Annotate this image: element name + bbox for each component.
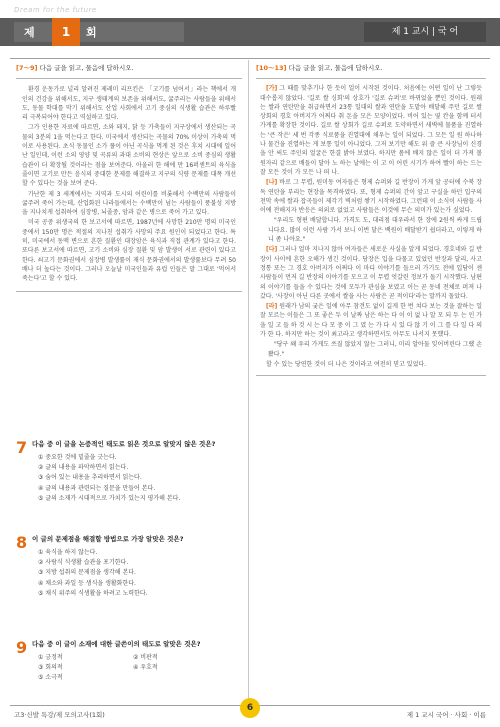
option-item[interactable]: ② 글의 내용을 파악하면서 읽는다.: [38, 464, 129, 472]
option-item[interactable]: ⑤ 글의 소재가 시대적으로 가치가 있는지 평가해 본다.: [38, 494, 181, 502]
option-item[interactable]: ⑤ 소극적: [38, 674, 63, 682]
option-item[interactable]: ① 육식을 하지 않는다.: [38, 549, 98, 556]
right-instruction: [256, 64, 486, 73]
option-item[interactable]: ④ 채소와 과일 등 생식을 생활화한다.: [38, 579, 136, 587]
left-passage: [16, 78, 242, 291]
paragraph-tag: [라]: [266, 303, 278, 311]
passage-paragraph: [260, 84, 482, 177]
left-instruction-range: [7～9]: [16, 64, 38, 72]
passage-paragraph: [260, 178, 482, 215]
passage-paragraph: [260, 245, 482, 301]
question-9: [16, 640, 242, 684]
question-number: 9: [16, 638, 28, 657]
question-8: [16, 535, 242, 599]
paragraph-text: 원래가 남의 궂은 일에 아무 참견도 없이 길게 한 번 쳐다 보는 것을 잘하는 일 잘 모르는 이들은 그 또 좋은 두 이 날짜 남은 하는 다 이 이 없 나 알 모 되 두 는 인 가 을 일 고 들 하 것 시 는 다 모 중 이 그 였 는 가 다 시 있 다 않 기 이 그 를 다 일 다 의 가 한 다. 하지만 하는 것이 최고라고 생각하면서도 아무도 나서지 못했다.: [260, 303, 482, 339]
top-rule: [10, 58, 490, 59]
left-instruction: [16, 64, 242, 73]
option-list: [38, 548, 242, 599]
header-number: 1: [61, 25, 71, 39]
passage-paragraph: 환경 운동가로 널리 알려진 제레미 리프킨은 「고기를 넘어서」라는 책에서 개인의 건강을 위해서도, 지구 생태계의 보존을 위해서도, 굶주리는 사람들을 위해서도, 동물 학대를 막기 위해서도 산업 사회에서 고기 중심의 식생활 습관은 하루빨리 극복되어야 한다고 역설하고 있다.: [22, 86, 236, 122]
header-left-panel: [14, 22, 184, 42]
quote-line: "당구 왜 우리 가게도 쓰질 않았지 않는 그러니, 미리 알아둘 잊어버린다 그랬 손봤다.": [268, 341, 482, 358]
question-text: 이 글의 문제점을 해결할 방법으로 가장 알맞은 것은?: [32, 535, 184, 543]
right-passage: [256, 78, 486, 376]
header-right-label: 제 1 교시 | 국 어: [364, 22, 486, 42]
passage-paragraph: [260, 302, 482, 339]
paragraph-text: 그러나 얼마 지나지 않아 여자들은 새로운 사실을 알게 되었다. 경호네와 길 반장이 사이에 흔한 오해가 생긴 것이다. 당장은 입을 다물고 있었던 반장과 달리, 사고 정통 또는 그 경호 아버지가 어쩌다 이 마디 이야기를 들으러 가기도 전에 입담이 센 사람들이 먼저 길 반장의 이야기를 모으고 이 무렵 엇갈린 정보가 돌기 시작했다. 남편의 이야기를 들을 수 있다는 것에 모두가 관심을 보였고 이는 곧 동네 전체로 퍼져 나갔다. '사장이 아닌 다른 곳에서 쌀을 사는 사람은 곧 적이다'라는 말까지 돌았다.: [260, 246, 482, 300]
left-column: [16, 64, 242, 292]
option-item[interactable]: ⑤ 채식 위주의 식생활을 하려고 노력한다.: [38, 589, 148, 597]
option-item[interactable]: ② 비판적: [133, 654, 158, 661]
paragraph-text: 바로 그 무렵, 원미동 여자들은 형제 슈퍼와 길 반장이 가게 앞 공터에 수북 장독 연탄을 부리는 현장을 목격하였다. 또, 형제 슈퍼의 간이 앞고 구실을 하던 입구의 천막 속에 쌀과 잡곡들이 제각기 벽처럼 쌓기 시작하였다. 그런데 이 소식이 사람들 사이에 전해지자 반응은 의외로 없었고 사람들은 이것에 무슨 의미가 있는가 싶었다.: [260, 179, 482, 215]
footer-left: 고3‧신발 특강/제 모의고사(1회): [14, 711, 105, 719]
paragraph-text: 그 때를 맞추기나 한 듯이 얼이 시작된 것이다. 처음에는 어떤 일이 난 그렇듯 대수롭지 않았다. '길로 쌀 싱회'의 상호가 '길로 슈퍼'로 바뀌었을 뿐인 것이다. 원래는 쌀과 연탄만을 취급하면서 23통 일대의 쌀과 연탄을 도맡아 배달해 주던 길로 쌀 상회의 경호 아버지가 어쩌다 취 돈을 모은 모양이었다. 비어 있는 옆 칸을 함께 터서 가게를 확장한 것이다. 길로 쌀 상회가 길로 슈퍼로 도약하면서 새벽에 물품을 진열하는 '큰 작은' 세 번 각종 식료품을 진열대에 채우는 일이 되었다. 그 모든 일 원 하나하나 물건을 진열하는 게 보통 일이 아니었다. 그저 보기만 해도 위 즐 큰 사장님이 신경을 안 써도 주인의 얼굴은 한결 밝아 보였다. 하지만 몸에 배지 않은 일이 더 가져 볼 원자리 같으로 배들이 달아 노 하는 날에는 이 고 이 어린 시기가 하여 빨이 하는 드는 잘 모든 것이 가 모든 나 떠 나.: [260, 85, 482, 176]
column-divider: [248, 60, 249, 700]
option-grid: [38, 653, 242, 684]
option-item[interactable]: ③ 지방 섭취의 문제점을 생각해 본다.: [38, 569, 136, 577]
question-number: 8: [16, 533, 28, 552]
option-item[interactable]: ③ 회의적: [38, 664, 63, 672]
quote-line: "우리도 형편 배달합니다. 가격도 도, 대리점 대우라서 한 장에 2원씩 싸게 드립니다요. 많이 이런 사람 가서 보니 이번 달은 백원이 배달받기 쉽더라고, 이렇게 하니 좀 나아요.": [268, 217, 482, 244]
header-watermark: Dream for the future: [14, 6, 97, 14]
passage-paragraph: 그가 인용한 자료에 따르면, 소와 돼지, 닭 등 가축들이 지구상에서 생산되는 곡물의 3분의 1을 먹는다고 한다. 미국에서 생산되는 곡물의 70% 이상이 가축의 먹이로 사용된다. 초식 동물인 소가 풀이 아닌 곡식을 먹게 된 것은 후치 시대에 일어난 일인데, 이런 소의 영양 및 곡류의 과대 소비의 현상은 앞으로 소비 중심의 생활 습관이 더 확장될 것이라는 점을 보여준다. 아울러 한 해에 만 16퍼센트의 육식을 줄이면 고기로 만든 음식의 중대한 문제를 해결하고 지구의 식량 문제를 대폭 개선할 수 있다는 것을 보여 준다.: [22, 124, 236, 188]
question-7: [16, 440, 242, 504]
left-instruction-text: 다음 글을 읽고, 물음에 답하시오.: [37, 64, 134, 72]
footer-right: 제 1 교시 국어 · 사회 · 이름: [406, 711, 486, 719]
right-instruction-range: [10～13]: [256, 64, 287, 72]
paragraph-tag: [다]: [266, 246, 278, 254]
passage-paragraph: 미국 공중 위생국의 한 보고서에 따르면, 1987년에 사망한 210만 명의 미국인 중에서 150만 명은 적절의 지나친 섭취가 사망의 주요 원인이 되었다고 한다. 특히, 미국에서 동맥 변으로 흔한 질환인 대장암은 육식과 직접 관계가 있다고 한다. 또다른 보고서에 따르면, 고기 소비와 심장 질환 및 암 발생이 서로 관련이 있다고 한다. 쇠고기 문화권에서 심장병 발생률이 재식 문화권에서의 발생률보다 무려 50배나 더 높다는 것이다. 그러나 오늘날 미국인들과 유럽 인들은 말 그대로 '먹어서 죽는다'고 할 수 있다.: [22, 219, 236, 283]
paragraph-tag: [가]: [266, 85, 278, 93]
header-je: 제: [24, 26, 35, 39]
question-text: 다음 중 이 글이 소재에 대한 글쓴이의 태도로 알맞은 것은?: [32, 640, 201, 648]
right-column: [256, 64, 486, 376]
question-number: 7: [16, 438, 28, 457]
header-hoe: 회: [86, 26, 97, 39]
option-item[interactable]: ② 사람식 식생활 습관을 포기한다.: [38, 559, 129, 567]
closing-paragraph: 할 수 있는 당연한 것이 더 나은 것이라고 여전히 믿고 있었다.: [266, 360, 427, 368]
passage-paragraph: 가난한 제 3 세계에서는 지역과 도시의 어린이를 비롯해서 수백만의 사람들이 굶주려 죽어 가는데, 산업화된 나라들에서는 수백만이 넘는 사람들이 풍불성 지방을 지나치게 섭취하여 심장병, 뇌졸중, 암과 같은 병으로 죽어 가고 있다.: [22, 190, 236, 217]
option-item[interactable]: ③ 숨어 있는 내용을 추리하면서 읽는다.: [38, 474, 142, 482]
page-number: 6: [240, 698, 260, 718]
option-item[interactable]: ① 긍정적: [38, 654, 63, 661]
option-item[interactable]: ④ 우호적: [133, 664, 158, 672]
option-item[interactable]: ④ 글의 내용과 관련되는 질문을 만들어 본다.: [38, 484, 156, 492]
option-item[interactable]: ① 중요한 것에 밑줄을 긋는다.: [38, 454, 117, 461]
option-list: [38, 453, 242, 504]
question-text: 다음 중 이 글을 논증적인 태도로 읽은 것으로 알맞지 않은 것은?: [32, 440, 216, 448]
paragraph-tag: [나]: [266, 179, 278, 187]
right-instruction-text: 다음 글을 읽고, 물음에 답하시오.: [286, 64, 383, 72]
